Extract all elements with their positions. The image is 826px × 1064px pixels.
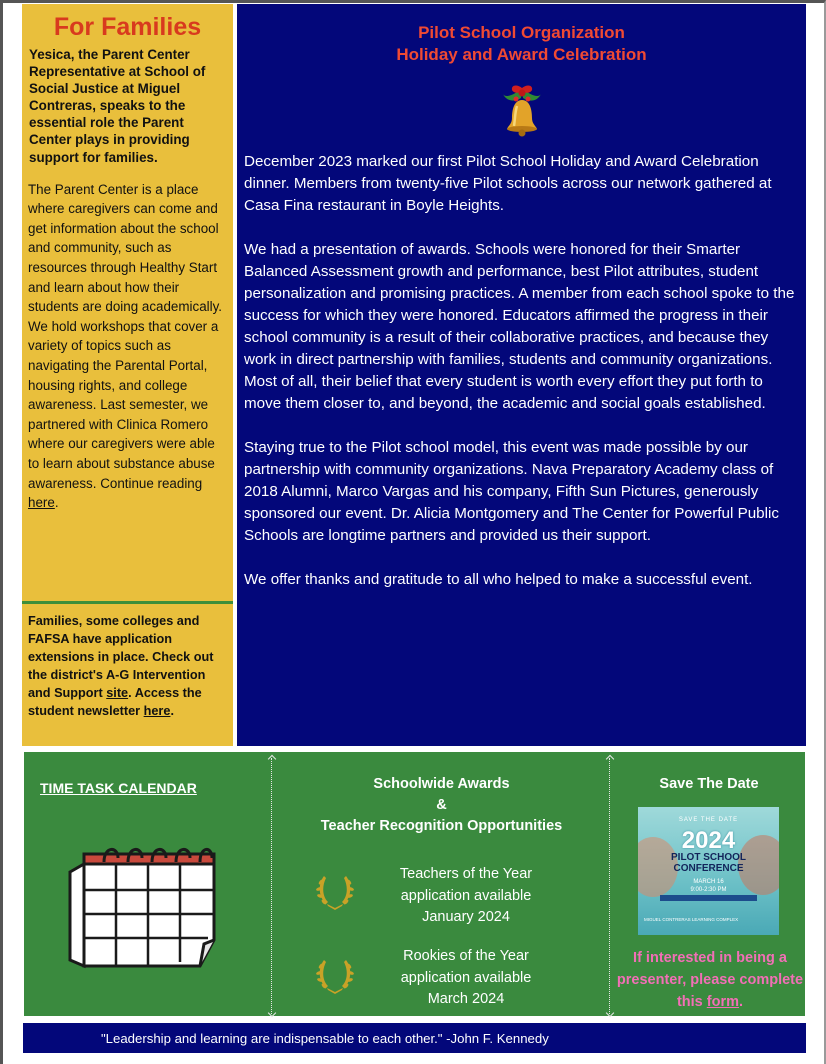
poster-date	[638, 878, 779, 894]
note-text-1: Families, some colleges and FAFSA have application extensions in place. Check out the district's A-G Intervention and Support	[28, 614, 214, 700]
award-line-1: Teachers of the Year	[399, 866, 533, 882]
laurel-wreath-icon	[314, 870, 356, 912]
teachers-of-the-year-item[interactable]	[366, 864, 566, 929]
awards-heading-line-2: &	[436, 797, 447, 813]
cta-end: .	[739, 994, 744, 1010]
award-line-1: Rookies of the Year	[403, 948, 529, 964]
families-body-text: The Parent Center is a place where caregivers can come and get information about the school and community, such as resources through Healthy Start and learn about how their students are doing academically. We hold workshops that cover a variety of topics such as navigating the Parental Portal, housing rights, and college awareness. Last semester, we partnered with Clinica Romero where our caregivers were able to learn about substance abuse awareness. Continue reading	[28, 181, 223, 491]
ag-support-site-link[interactable]: site	[106, 686, 129, 700]
families-note	[28, 612, 228, 720]
article-paragraph: We had a presentation of awards. Schools were honored for their Smarter Balanced Assessment growth and performance, best Pilot attributes, student personalization and promising practices. A member from each school spoke to the success for which they were honored. Educators affirmed the progress in their school community is a result of their collaborative practices, and because they work in direct partnership with families, students and community organizations. Most of all, their belief that every student is worth every effort they put forth to move them closer to, and beyond, the academic and social goals established.	[244, 241, 795, 412]
column-divider	[271, 758, 272, 1014]
note-end: .	[170, 704, 174, 718]
article-title-line-2: Holiday and Award Celebration	[396, 45, 647, 64]
families-body	[22, 166, 233, 513]
cta-text: If interested in being a presenter, please complete this	[616, 950, 804, 1010]
article-title-line-1: Pilot School Organization	[418, 23, 625, 42]
rookies-of-the-year-item[interactable]	[366, 946, 566, 1011]
student-newsletter-link[interactable]: here	[143, 704, 171, 718]
holiday-article-panel	[237, 4, 806, 746]
poster-date-time: 9:00-2:30 PM	[690, 887, 727, 893]
holiday-bell-icon	[499, 82, 545, 140]
awards-heading-line-3: Teacher Recognition Opportunities	[320, 818, 563, 834]
save-the-date-heading: Save The Date	[659, 776, 759, 792]
column-divider	[609, 758, 610, 1014]
poster-year: 2024	[681, 827, 736, 854]
poster-venue: MIGUEL CONTRERAS LEARNING COMPLEX	[644, 917, 739, 922]
awards-heading	[279, 774, 604, 837]
time-task-calendar-label[interactable]: TIME TASK CALENDAR	[40, 780, 197, 796]
presenter-call-to-action	[614, 947, 806, 1013]
families-lead: Yesica, the Parent Center Representative at School of Social Justice at Miguel Contreras, speaks to the essential role the Parent Center plays in providing support for families.	[29, 47, 206, 165]
poster-date-day: MARCH 16	[693, 879, 724, 885]
poster-band	[660, 895, 757, 901]
families-divider	[22, 601, 233, 604]
poster-title-line-1: PILOT SCHOOL	[671, 852, 746, 863]
continue-reading-link[interactable]: here	[28, 495, 55, 511]
awards-heading-line-1: Schoolwide Awards	[373, 776, 510, 792]
for-families-column	[22, 4, 233, 746]
families-body-end: .	[54, 495, 59, 511]
article-paragraph: We offer thanks and gratitude to all who helped to make a successful event.	[244, 571, 753, 588]
article-paragraph: Staying true to the Pilot school model, this event was made possible by our partnership with community organizations. Nava Preparatory Academy class of 2018 Alumni, Marco Vargas and his company, Fifth Sun Pictures, generously sponsored our event. Dr. Alicia Montgomery and The Center for Powerful Public Schools are longtime partners and provided us their support.	[244, 439, 779, 544]
award-line-3: January 2024	[422, 909, 510, 926]
article-title	[237, 22, 806, 66]
poster-title	[638, 852, 779, 874]
quote-bar: "Leadership and learning are indispensable to each other." -John F. Kennedy	[22, 1022, 807, 1054]
poster-title-line-2: CONFERENCE	[673, 863, 744, 874]
article-paragraph: December 2023 marked our first Pilot School Holiday and Award Celebration dinner. Members from twenty-five Pilot schools across our network gathered at Casa Fina restaurant in Boyle Heights.	[244, 153, 772, 214]
events-section	[22, 750, 807, 1018]
article-body	[244, 151, 802, 613]
conference-poster[interactable]	[638, 807, 779, 935]
award-line-2: application available	[400, 887, 532, 904]
poster-top-text: SAVE THE DATE	[678, 817, 739, 823]
laurel-wreath-icon	[314, 954, 356, 996]
award-line-2: application available	[400, 969, 532, 986]
note-text-2: . Access the student newsletter	[28, 686, 202, 718]
award-line-3: March 2024	[427, 991, 505, 1008]
calendar-icon	[62, 844, 222, 974]
presenter-form-link[interactable]: form	[706, 994, 739, 1010]
families-heading: For Families	[53, 13, 202, 41]
